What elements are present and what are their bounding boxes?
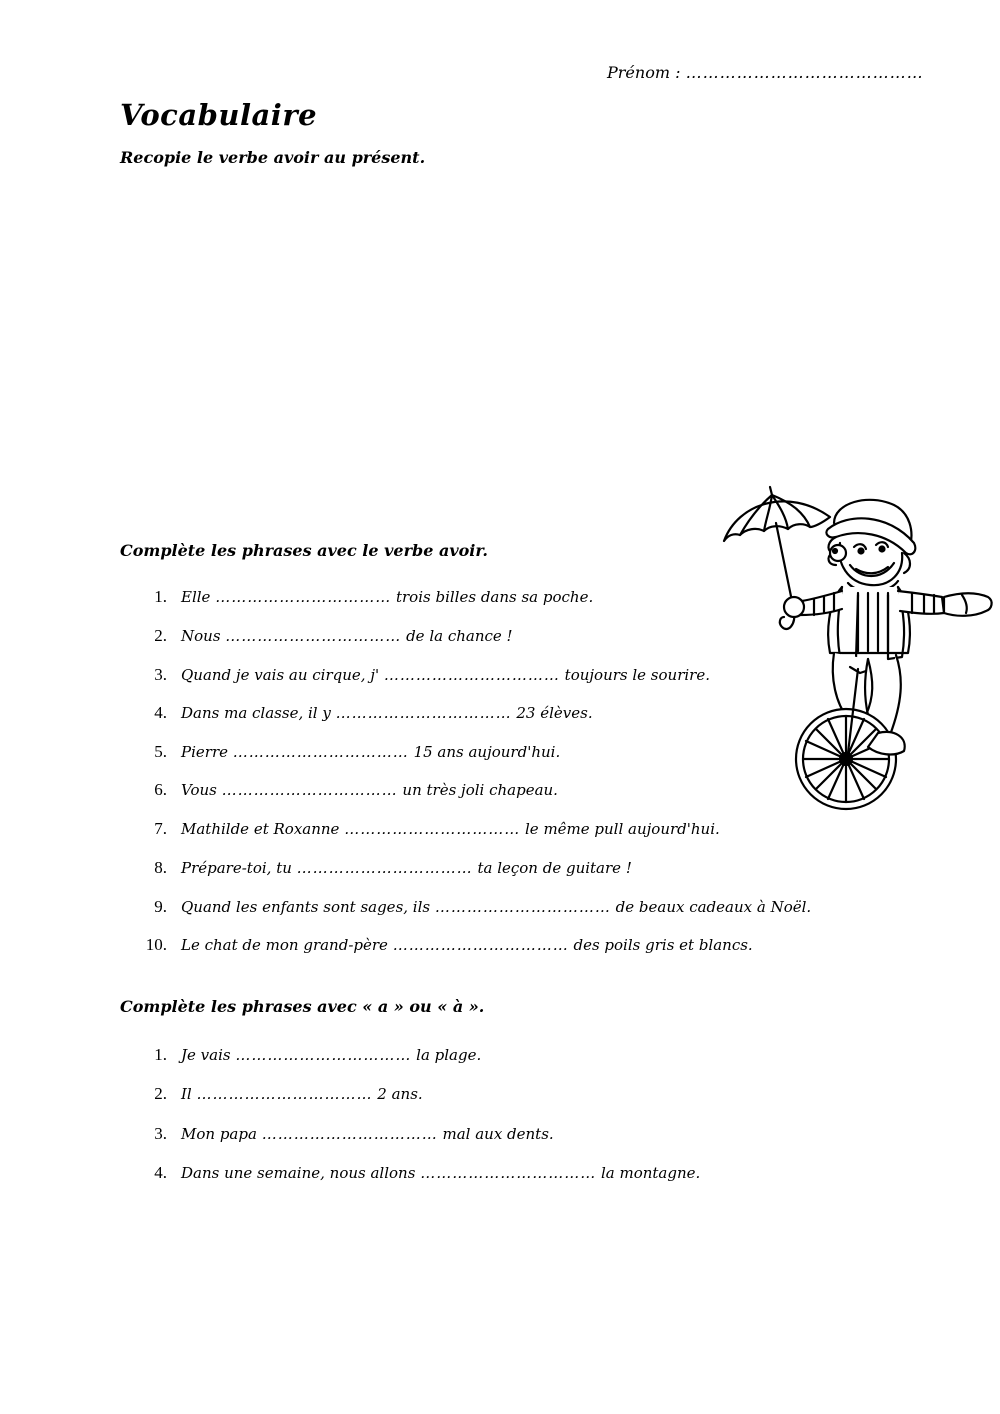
- answer-blank[interactable]: ……………………………: [221, 781, 398, 799]
- item-text-before: Mon papa: [181, 1125, 257, 1143]
- exercise-item: [154, 626, 513, 645]
- item-text-after: 15 ans aujourd'hui.: [413, 743, 561, 761]
- item-text-after: ta leçon de guitare !: [477, 859, 632, 877]
- exercise-item: [154, 587, 594, 606]
- item-text-before: Elle: [181, 588, 211, 606]
- exercise-item: [154, 858, 632, 877]
- section3-instruction: Complète les phrases avec « a » ou « à ».: [120, 997, 485, 1016]
- answer-blank[interactable]: ……………………………: [420, 1164, 597, 1182]
- item-text-after: des poils gris et blancs.: [573, 936, 753, 954]
- item-text-after: un très joli chapeau.: [402, 781, 558, 799]
- exercise-item: [154, 819, 720, 838]
- answer-blank[interactable]: ……………………………: [434, 898, 611, 916]
- item-text-before: Mathilde et Roxanne: [181, 820, 340, 838]
- clown-on-unicycle-icon: [718, 483, 998, 823]
- item-number: 2.: [154, 626, 167, 645]
- item-text-after: mal aux dents.: [442, 1125, 554, 1143]
- item-text-before: Prépare-toi, tu: [181, 859, 292, 877]
- answer-blank[interactable]: ……………………………: [335, 704, 512, 722]
- item-text-after: le même pull aujourd'hui.: [525, 820, 720, 838]
- name-field[interactable]: [607, 63, 924, 82]
- exercise-item: [154, 1045, 482, 1064]
- section1-answer-area[interactable]: [120, 180, 700, 500]
- item-text-before: Dans une semaine, nous allons: [181, 1164, 416, 1182]
- item-text-before: Le chat de mon grand-père: [181, 936, 388, 954]
- item-text-after: la plage.: [416, 1046, 482, 1064]
- answer-blank[interactable]: ……………………………: [296, 859, 473, 877]
- item-text-before: Quand les enfants sont sages, ils: [181, 898, 431, 916]
- item-number: 2.: [154, 1084, 167, 1103]
- section1-instruction: Recopie le verbe avoir au présent.: [120, 148, 426, 167]
- item-text-before: Vous: [181, 781, 217, 799]
- exercise-item: [154, 1084, 423, 1103]
- item-number: 7.: [154, 819, 167, 838]
- item-text-after: de beaux cadeaux à Noël.: [615, 898, 812, 916]
- item-text-after: 2 ans.: [377, 1085, 423, 1103]
- item-number: 9.: [154, 897, 167, 916]
- item-text-after: toujours le sourire.: [564, 666, 710, 684]
- answer-blank[interactable]: ……………………………: [215, 588, 392, 606]
- item-text-after: la montagne.: [600, 1164, 701, 1182]
- name-label: Prénom :: [607, 63, 681, 82]
- answer-blank[interactable]: ……………………………: [261, 1125, 438, 1143]
- item-text-after: 23 élèves.: [516, 704, 593, 722]
- item-number: 10.: [145, 935, 167, 954]
- item-text-before: Dans ma classe, il y: [181, 704, 331, 722]
- item-text-before: Je vais: [181, 1046, 231, 1064]
- item-text-before: Quand je vais au cirque, j': [181, 666, 380, 684]
- page-title: Vocabulaire: [120, 98, 318, 132]
- item-number: 5.: [154, 742, 167, 761]
- exercise-item: [154, 665, 710, 684]
- exercise-item: [154, 703, 593, 722]
- name-blank[interactable]: ……………………………………: [685, 63, 924, 82]
- exercise-item: [145, 935, 753, 954]
- item-number: 6.: [154, 780, 167, 799]
- item-number: 4.: [154, 703, 167, 722]
- answer-blank[interactable]: ……………………………: [392, 936, 569, 954]
- answer-blank[interactable]: ……………………………: [225, 627, 402, 645]
- item-number: 1.: [154, 587, 167, 606]
- exercise-item: [154, 780, 558, 799]
- item-number: 4.: [154, 1163, 167, 1182]
- item-text-after: de la chance !: [406, 627, 513, 645]
- answer-blank[interactable]: ……………………………: [383, 666, 560, 684]
- item-text-before: Il: [181, 1085, 192, 1103]
- answer-blank[interactable]: ……………………………: [344, 820, 521, 838]
- item-text-before: Pierre: [181, 743, 228, 761]
- item-text-before: Nous: [181, 627, 221, 645]
- exercise-item: [154, 897, 812, 916]
- item-number: 8.: [154, 858, 167, 877]
- exercise-item: [154, 1163, 701, 1182]
- answer-blank[interactable]: ……………………………: [196, 1085, 373, 1103]
- item-number: 3.: [154, 665, 167, 684]
- exercise-item: [154, 1124, 554, 1143]
- item-number: 3.: [154, 1124, 167, 1143]
- answer-blank[interactable]: ……………………………: [232, 743, 409, 761]
- item-number: 1.: [154, 1045, 167, 1064]
- item-text-after: trois billes dans sa poche.: [395, 588, 594, 606]
- answer-blank[interactable]: ……………………………: [235, 1046, 412, 1064]
- section2-instruction: Complète les phrases avec le verbe avoir.: [120, 541, 488, 560]
- exercise-item: [154, 742, 561, 761]
